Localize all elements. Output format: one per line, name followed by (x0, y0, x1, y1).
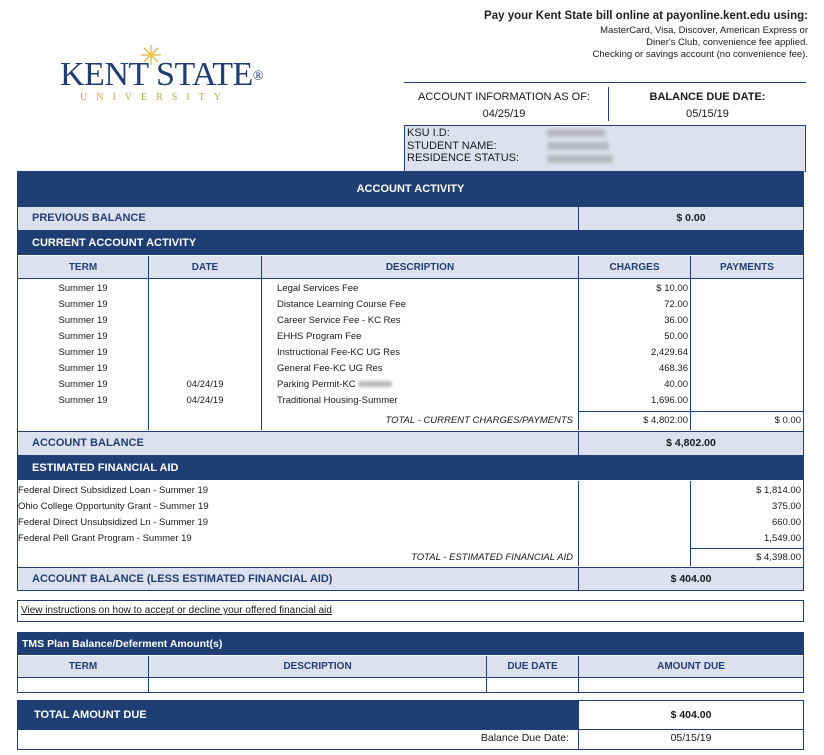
account-balance-row (18, 431, 803, 456)
balance-less-aid-value: $ 404.00 (670, 573, 712, 585)
row-date: 04/24/19 (186, 395, 224, 406)
kent-state-logo (60, 50, 280, 110)
aid-description: Federal Direct Subsidized Loan - Summer 19 (18, 485, 209, 496)
financial-aid-title: ESTIMATED FINANCIAL AID (18, 456, 803, 480)
row-description: Instructional Fee-KC UG Res (277, 347, 401, 358)
table-row (18, 345, 803, 361)
account-balance-label: ACCOUNT BALANCE (32, 437, 144, 449)
aid-row (18, 483, 803, 499)
table-row (18, 313, 803, 329)
row-term: Summer 19 (58, 379, 108, 390)
row-description: Parking Permit-KC (277, 377, 392, 393)
row-description: Career Service Fee - KC Res (277, 315, 401, 326)
header-description: DESCRIPTION (385, 261, 455, 273)
table-row (18, 361, 803, 377)
balance-due-date-value: 05/15/19 (670, 732, 712, 744)
row-charges: 36.00 (664, 315, 688, 326)
student-info (404, 125, 806, 172)
row-term: Summer 19 (58, 347, 108, 358)
previous-balance-label: PREVIOUS BALANCE (32, 212, 146, 224)
aid-amount: 1,549.00 (764, 533, 801, 544)
row-term: Summer 19 (58, 363, 108, 374)
row-term: Summer 19 (58, 331, 108, 342)
total-due-label: TOTAL AMOUNT DUE (18, 701, 578, 729)
row-charges: $ 10.00 (656, 283, 688, 294)
table-row (18, 393, 803, 409)
pay-info (388, 10, 808, 61)
residence-label: RESIDENCE STATUS: (407, 152, 520, 164)
total-due-table (17, 700, 804, 750)
tms-plan-table (17, 632, 804, 693)
row-description: Distance Learning Course Fee (277, 299, 406, 310)
header-charges: CHARGES (609, 261, 660, 273)
balance-due-date-label: Balance Due Date: (480, 732, 569, 744)
account-info-header (404, 82, 806, 125)
pay-info-line3: Checking or savings account (no convenience fee). (592, 49, 808, 60)
activity-column-headers (18, 256, 803, 279)
aid-row (18, 499, 803, 515)
aid-description: Ohio College Opportunity Grant - Summer 19 (18, 501, 209, 512)
activity-body (18, 279, 803, 430)
row-charges: 50.00 (664, 331, 688, 342)
row-term: Summer 19 (58, 395, 108, 406)
row-term: Summer 19 (58, 299, 108, 310)
logo-university: UNIVERSITY (80, 92, 230, 103)
table-row (18, 377, 803, 393)
financial-aid-instructions-link[interactable]: View instructions on how to accept or decline your offered financial aid (21, 605, 332, 616)
total-due-amount: $ 404.00 (670, 709, 712, 721)
header-term: TERM (68, 261, 98, 273)
balance-less-aid-label: ACCOUNT BALANCE (LESS ESTIMATED FINANCIAL AID) (32, 573, 333, 585)
row-charges: 1,696.00 (651, 395, 688, 406)
pay-info-line1: MasterCard, Visa, Discover, American Express or (600, 25, 808, 36)
account-balance-value: $ 4,802.00 (666, 437, 716, 449)
aid-total: $ 4,398.00 (756, 552, 801, 563)
redacted-values (547, 129, 613, 163)
current-total-charges: $ 4,802.00 (643, 415, 688, 426)
row-description: EHHS Program Fee (277, 331, 362, 342)
tms-header-due-date: DUE DATE (507, 661, 558, 672)
row-date: 04/24/19 (186, 379, 224, 390)
logo-wordmark: KENT STATE® (60, 56, 263, 93)
table-row (18, 297, 803, 313)
aid-description: Federal Pell Grant Program - Summer 19 (18, 533, 192, 544)
row-term: Summer 19 (58, 283, 108, 294)
ksu-id-label: KSU I.D: (407, 127, 450, 139)
student-name-label: STUDENT NAME: (407, 139, 497, 152)
tms-header-amount-due: AMOUNT DUE (657, 661, 725, 672)
tms-empty-row (18, 678, 803, 692)
balance-due-date: 05/15/19 (686, 108, 729, 120)
row-term: Summer 19 (58, 315, 108, 326)
row-charges: 468.36 (658, 363, 688, 374)
aid-amount: 375.00 (771, 501, 801, 512)
aid-row (18, 515, 803, 531)
aid-total-label: TOTAL - ESTIMATED FINANCIAL AID (411, 552, 573, 563)
tms-header-description: DESCRIPTION (283, 661, 352, 672)
tms-title: TMS Plan Balance/Deferment Amount(s) (18, 633, 803, 655)
current-total-row (18, 413, 803, 429)
previous-balance-value: $ 0.00 (676, 212, 706, 224)
row-description: General Fee-KC UG Res (277, 363, 383, 374)
instructions-box (17, 600, 804, 622)
aid-body (18, 481, 803, 566)
aid-amount: 660.00 (771, 517, 801, 528)
account-activity-title: ACCOUNT ACTIVITY (18, 172, 803, 207)
table-row (18, 329, 803, 345)
current-activity-title: CURRENT ACCOUNT ACTIVITY (18, 231, 803, 255)
row-charges: 40.00 (664, 379, 688, 390)
aid-total-row (18, 550, 803, 566)
balance-due-label: BALANCE DUE DATE: (649, 91, 766, 103)
row-description: Traditional Housing-Summer (277, 395, 398, 406)
account-info-date: 04/25/19 (482, 108, 526, 120)
row-charges: 2,429.64 (651, 347, 688, 358)
aid-amount: $ 1,814.00 (756, 485, 801, 496)
row-description: Legal Services Fee (277, 283, 359, 294)
account-info-label: ACCOUNT INFORMATION AS OF: (418, 91, 590, 103)
balance-less-aid-row (18, 567, 803, 590)
current-total-label: TOTAL - CURRENT CHARGES/PAYMENTS (385, 415, 573, 426)
tms-header-term: TERM (68, 661, 98, 672)
tms-column-headers (18, 656, 803, 678)
aid-row (18, 531, 803, 547)
pay-info-line2: Diner's Club, convenience fee applied. (646, 37, 808, 48)
table-row (18, 281, 803, 297)
pay-info-title: Pay your Kent State bill online at payonline.kent.edu using: (484, 10, 808, 22)
header-payments: PAYMENTS (720, 261, 774, 273)
aid-description: Federal Direct Unsubsidized Ln - Summer 19 (18, 517, 209, 528)
row-charges: 72.00 (664, 299, 688, 310)
current-total-payments: $ 0.00 (774, 415, 801, 426)
header-date: DATE (191, 261, 219, 273)
account-activity-table (17, 171, 804, 591)
previous-balance-row (18, 207, 803, 231)
